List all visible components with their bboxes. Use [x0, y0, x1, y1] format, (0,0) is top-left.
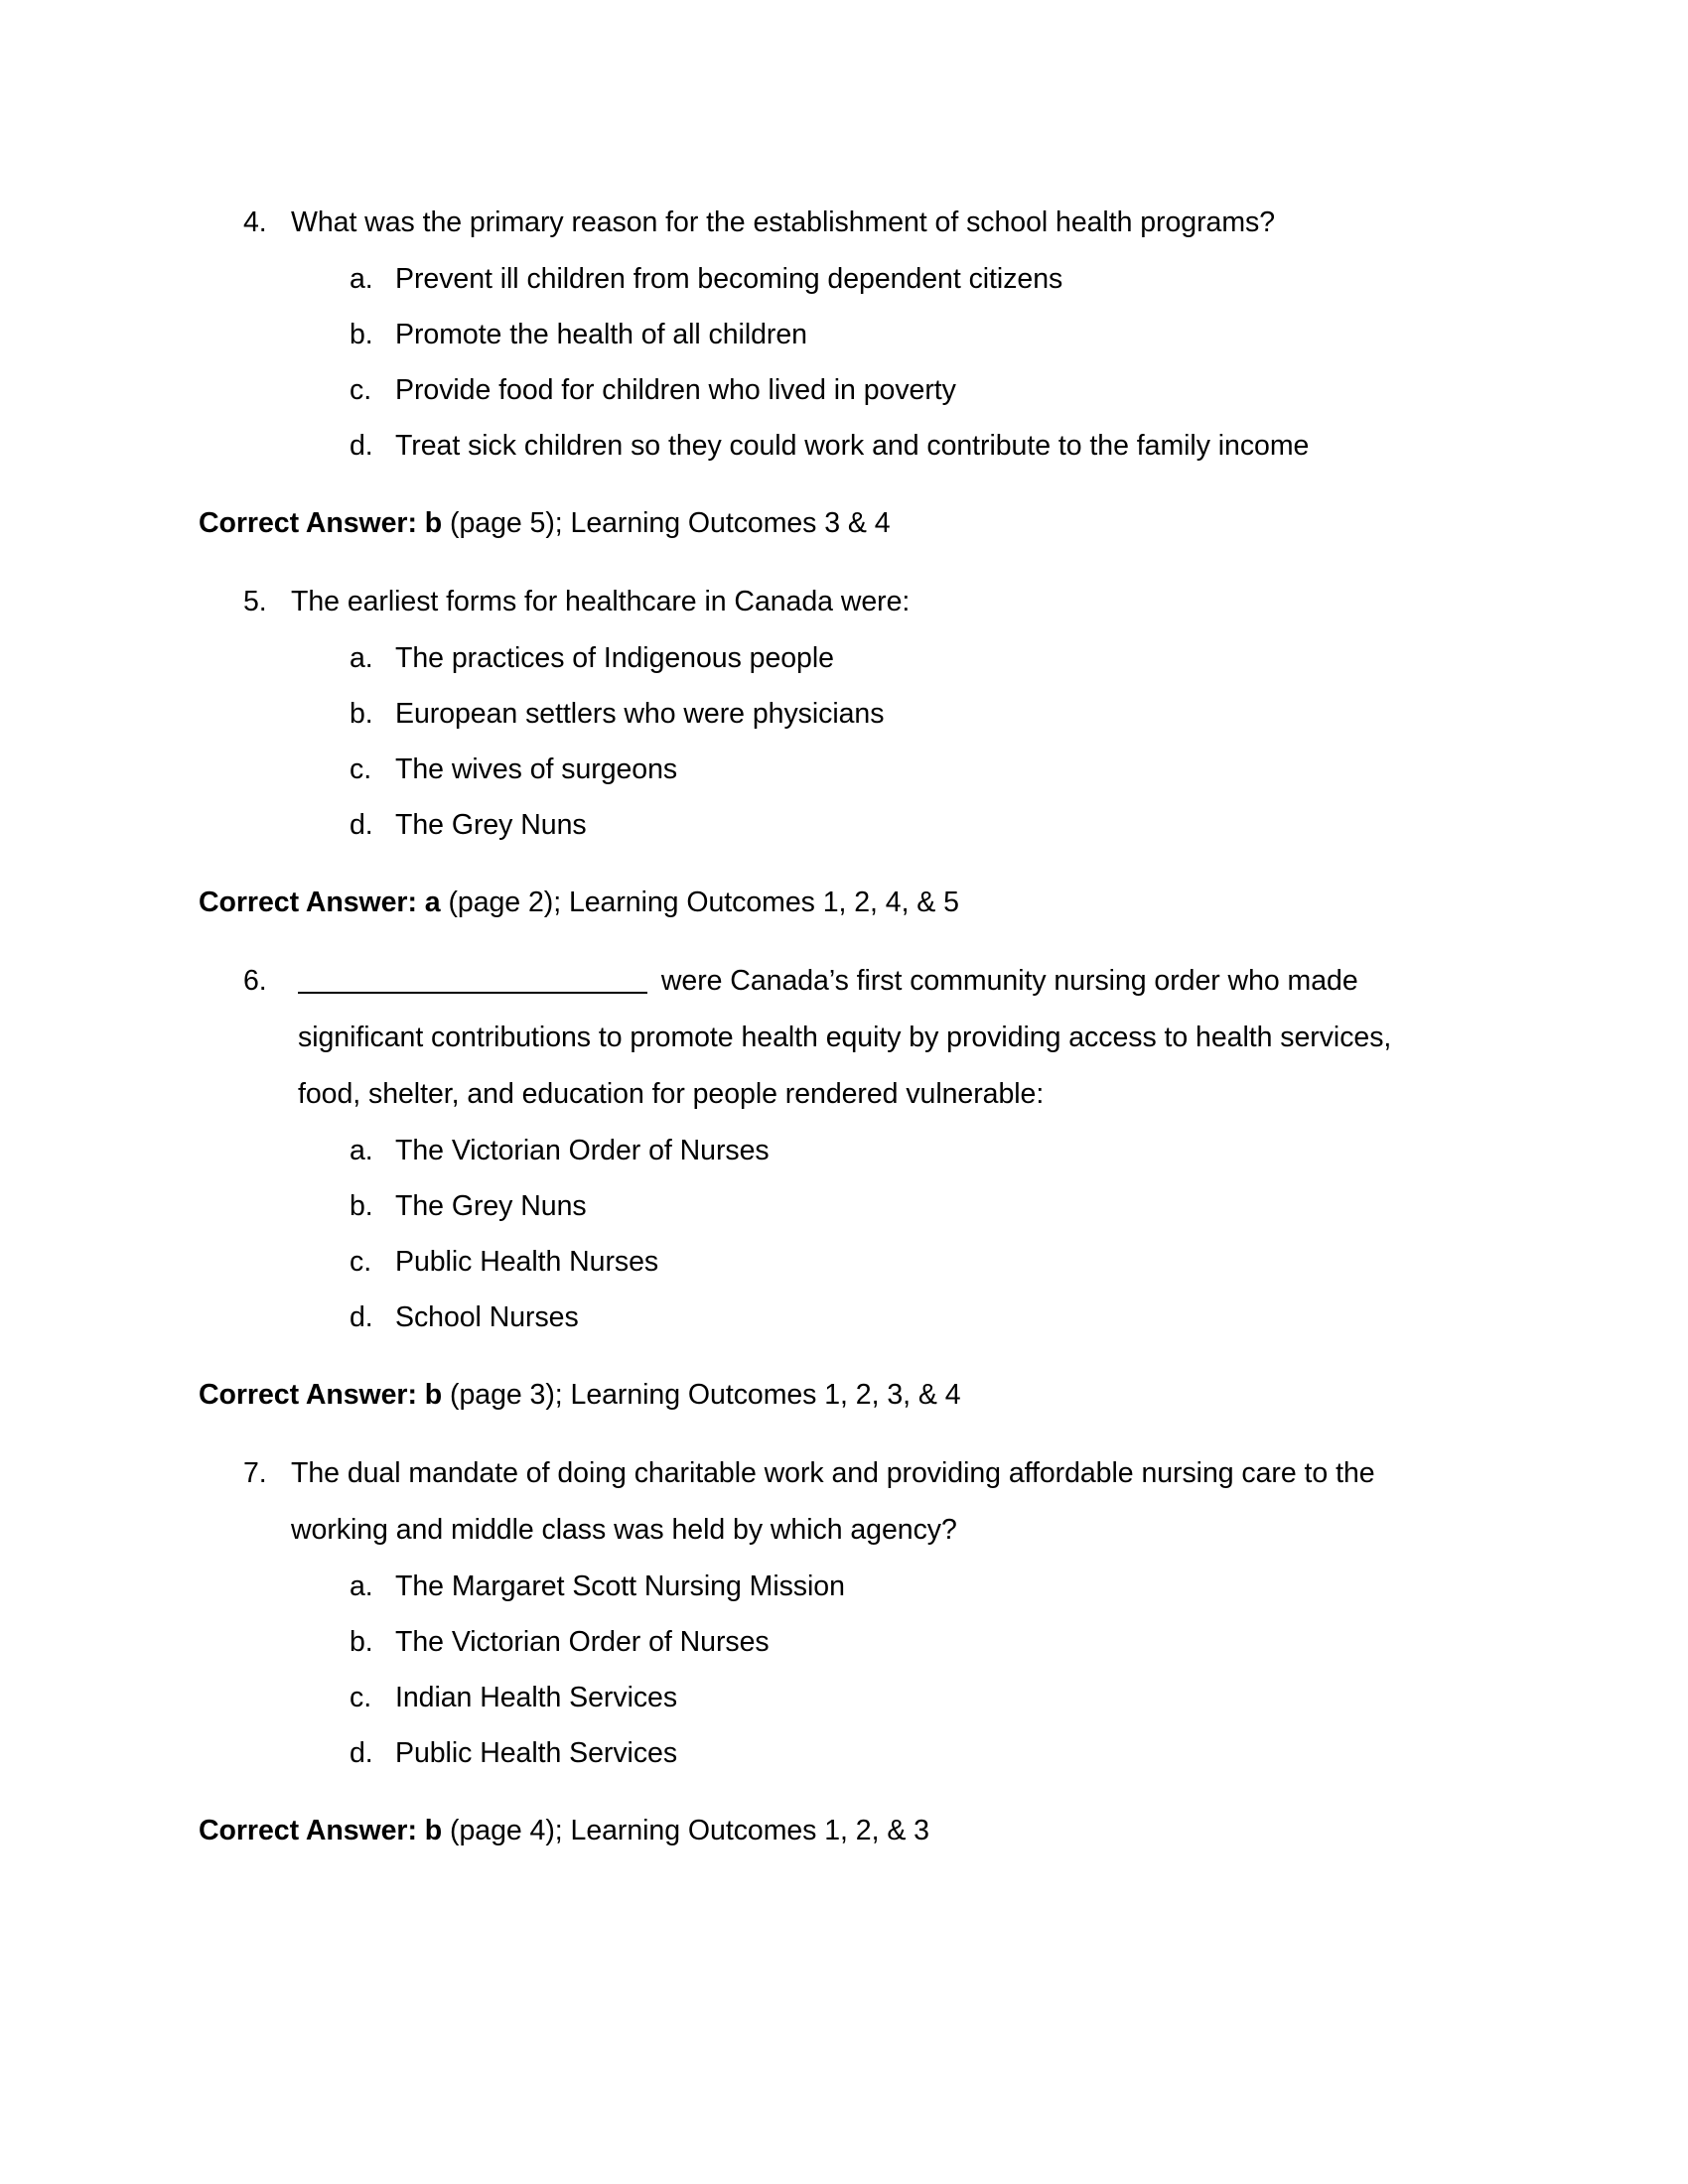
option-text: The practices of Indigenous people: [395, 642, 834, 674]
correct-answer-label: Correct Answer: b: [199, 1379, 443, 1411]
question-list: [199, 195, 1470, 1881]
question-stem: [199, 1445, 1470, 1559]
option-text: Promote the health of all children: [395, 319, 807, 350]
option-item[interactable]: [199, 1178, 1470, 1234]
option-text: Public Health Services: [395, 1737, 678, 1769]
option-list: [199, 1559, 1470, 1781]
option-item[interactable]: [199, 418, 1470, 474]
option-letter: d.: [350, 1737, 373, 1769]
option-text: The Victorian Order of Nurses: [395, 1135, 770, 1166]
option-item[interactable]: [199, 1614, 1470, 1670]
option-text: Provide food for children who lived in poverty: [395, 374, 956, 406]
option-text: Public Health Nurses: [395, 1246, 659, 1278]
question-text: The dual mandate of doing charitable work and providing affordable nursing care to the working and middle class was held by which agency?: [291, 1457, 1375, 1546]
option-text: The Grey Nuns: [395, 1190, 587, 1222]
option-item[interactable]: [199, 1559, 1470, 1614]
question-stem: [199, 953, 1470, 1123]
option-list: [199, 251, 1470, 474]
question-block: [199, 195, 1470, 552]
question-block: [199, 953, 1470, 1424]
question-stem: [199, 195, 1470, 251]
option-list: [199, 1123, 1470, 1345]
option-letter: d.: [350, 430, 373, 462]
option-letter: c.: [350, 753, 372, 785]
question-block: [199, 1445, 1470, 1859]
option-letter: b.: [350, 1626, 373, 1658]
option-text: The Victorian Order of Nurses: [395, 1626, 770, 1658]
option-letter: b.: [350, 698, 373, 730]
option-letter: d.: [350, 1301, 373, 1333]
option-letter: d.: [350, 809, 373, 841]
correct-answer-label: Correct Answer: b: [199, 507, 443, 539]
correct-answer-detail: (page 5); Learning Outcomes 3 & 4: [442, 507, 891, 539]
option-text: Prevent ill children from becoming dependent citizens: [395, 263, 1063, 295]
question-stem: [199, 574, 1470, 630]
option-letter: a.: [350, 1135, 373, 1166]
option-item[interactable]: [199, 686, 1470, 742]
correct-answer-line: [199, 1803, 1470, 1859]
question-number: 4.: [243, 206, 267, 238]
correct-answer-detail: (page 3); Learning Outcomes 1, 2, 3, & 4: [442, 1379, 961, 1411]
question-number: 6.: [243, 965, 267, 997]
question-text: [298, 953, 1462, 1123]
option-letter: a.: [350, 642, 373, 674]
option-item[interactable]: [199, 1290, 1470, 1345]
question-block: [199, 574, 1470, 931]
question-number: 5.: [243, 586, 267, 617]
correct-answer-line: [199, 495, 1470, 552]
option-letter: a.: [350, 1570, 373, 1602]
option-item[interactable]: [199, 1123, 1470, 1178]
option-letter: b.: [350, 319, 373, 350]
option-item[interactable]: [199, 797, 1470, 853]
option-text: European settlers who were physicians: [395, 698, 885, 730]
question-text: The earliest forms for healthcare in Canada were:: [291, 586, 911, 617]
option-letter: c.: [350, 1682, 372, 1713]
option-item[interactable]: [199, 1670, 1470, 1725]
option-letter: c.: [350, 374, 372, 406]
option-text: The Margaret Scott Nursing Mission: [395, 1570, 845, 1602]
option-item[interactable]: [199, 630, 1470, 686]
option-letter: b.: [350, 1190, 373, 1222]
correct-answer-detail: (page 4); Learning Outcomes 1, 2, & 3: [442, 1815, 929, 1846]
option-text: Treat sick children so they could work and contribute to the family income: [395, 430, 1310, 462]
option-item[interactable]: [199, 1234, 1470, 1290]
option-item[interactable]: [199, 742, 1470, 797]
option-item[interactable]: [199, 1725, 1470, 1781]
option-item[interactable]: [199, 362, 1470, 418]
correct-answer-detail: (page 2); Learning Outcomes 1, 2, 4, & 5: [440, 887, 959, 918]
option-item[interactable]: [199, 307, 1470, 362]
option-letter: c.: [350, 1246, 372, 1278]
question-number: 7.: [243, 1457, 267, 1489]
option-item[interactable]: [199, 251, 1470, 307]
option-text: Indian Health Services: [395, 1682, 678, 1713]
fill-in-blank: [298, 965, 647, 994]
correct-answer-line: [199, 1367, 1470, 1424]
option-letter: a.: [350, 263, 373, 295]
correct-answer-label: Correct Answer: a: [199, 887, 441, 918]
option-text: School Nurses: [395, 1301, 579, 1333]
question-text-body: were Canada’s first community nursing order who made significant contributions to promote health equity by providing access to health services, food, shelter, and education for people rendered vulnerable:: [298, 965, 1392, 1110]
correct-answer-label: Correct Answer: b: [199, 1815, 443, 1846]
option-list: [199, 630, 1470, 853]
option-text: The wives of surgeons: [395, 753, 678, 785]
option-text: The Grey Nuns: [395, 809, 587, 841]
correct-answer-line: [199, 875, 1470, 931]
question-text: What was the primary reason for the establishment of school health programs?: [291, 206, 1276, 238]
